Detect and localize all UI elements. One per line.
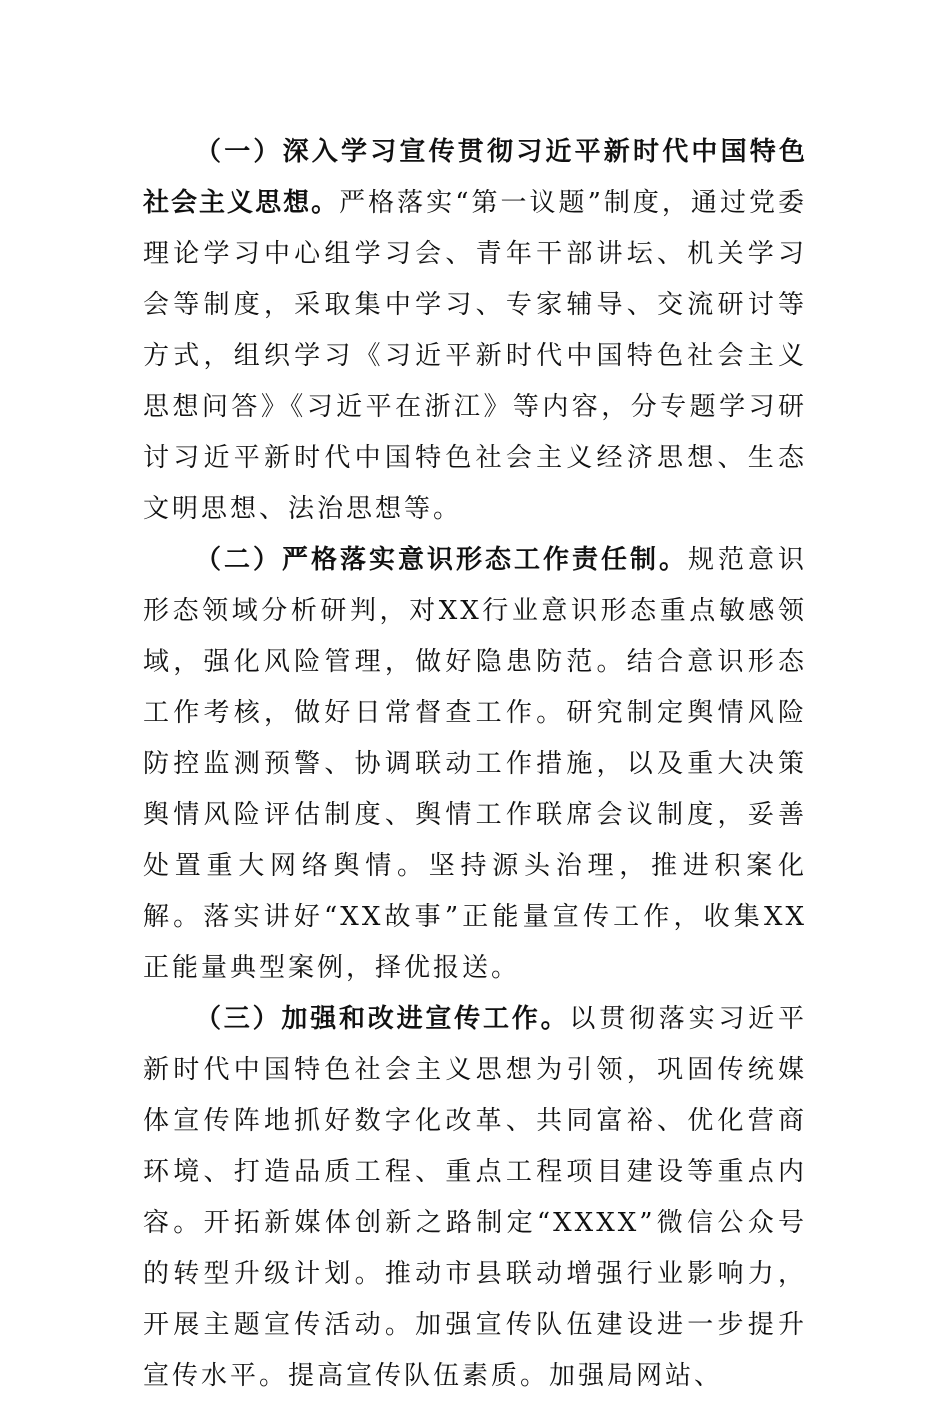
- paragraph-1: [143, 127, 807, 535]
- paragraph-3: [143, 994, 807, 1402]
- paragraph-3-heading: （三）加强和改进宣传工作。: [195, 1004, 570, 1034]
- document-body: [143, 127, 807, 1402]
- paragraph-3-text: 以贯彻落实习近平新时代中国特色社会主义思想为引领，巩固传统媒体宣传阵地抓好数字化改革、共同富裕、优化营商环境、打造品质工程、重点工程项目建设等重点内容。开拓新媒体创新之路制定“XXXX”微信公众号的转型升级计划。推动市县联动增强行业影响力，开展主题宣传活动。加强宣传队伍建设进一步提升宣传水平。提高宣传队伍素质。加强局网站、: [143, 1004, 807, 1391]
- paragraph-2-text: 规范意识形态领域分析研判，对XX行业意识形态重点敏感领域，强化风险管理，做好隐患防范。结合意识形态工作考核，做好日常督查工作。研究制定舆情风险防控监测预警、协调联动工作措施，以及重大决策舆情风险评估制度、舆情工作联席会议制度，妥善处置重大网络舆情。坚持源头治理，推进积案化解。落实讲好“XX故事”正能量宣传工作，收集XX正能量典型案例，择优报送。: [143, 545, 807, 983]
- paragraph-1-text: 严格落实“第一议题”制度，通过党委理论学习中心组学习会、青年干部讲坛、机关学习会等制度，采取集中学习、专家辅导、交流研讨等方式，组织学习《习近平新时代中国特色社会主义思想问答》《习近平在浙江》等内容，分专题学习研讨习近平新时代中国特色社会主义经济思想、生态文明思想、法治思想等。: [143, 188, 807, 524]
- paragraph-2-heading: （二）严格落实意识形态工作责任制。: [195, 545, 688, 575]
- paragraph-1-heading: （一）深入学习宣传贯彻习近平新时代中国特色社会主义思想。: [143, 137, 807, 218]
- paragraph-2: [143, 535, 807, 994]
